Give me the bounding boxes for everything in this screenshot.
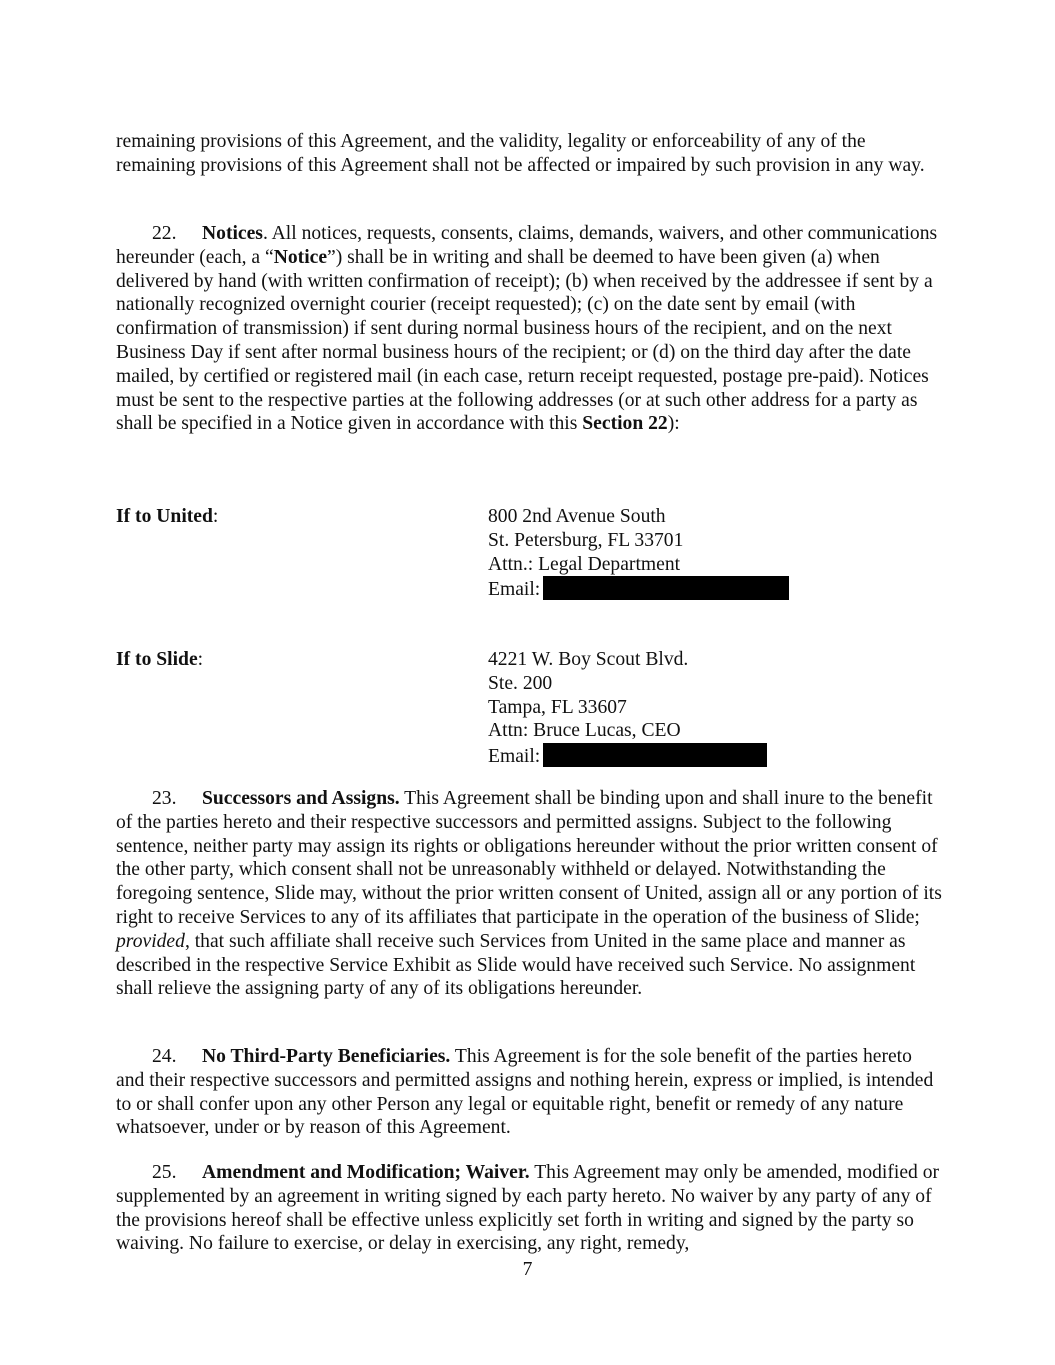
address-line: Attn.: Legal Department bbox=[488, 553, 681, 575]
redacted-email bbox=[543, 743, 767, 767]
section-reference: Section 22 bbox=[582, 413, 668, 435]
slide-address-block bbox=[488, 648, 767, 767]
section-heading: Successors and Assigns. bbox=[202, 788, 400, 809]
section-24-third-party: 24. No Third-Party Beneficiaries. This Agreement is for the sole benefit of the parties hereto and their respective successors and permitted assigns and nothing herein, express or implied, is intended to or shall confer upon any other Person any legal or equitable right, benefit or remedy of any nature whatsoever, under or by reason of this Agreement. bbox=[116, 1046, 934, 1139]
address-line: Ste. 200 bbox=[488, 672, 553, 694]
section-heading: Notices bbox=[202, 223, 263, 244]
address-line: Tampa, FL 33607 bbox=[488, 696, 627, 718]
address-line: Attn: Bruce Lucas, CEO bbox=[488, 720, 681, 742]
page-number: 7 bbox=[522, 1259, 533, 1280]
section-number: 22. bbox=[152, 223, 177, 244]
continuation-paragraph: remaining provisions of this Agreement, and the validity, legality or enforceability of any of the remaining provisions of this Agreement shall not be affected or impaired by such provision in any way. bbox=[116, 131, 925, 176]
section-23-successors: 23. Successors and Assigns. This Agreement shall be binding upon and shall inure to the benefit of the parties hereto and their respective successors and permitted assigns. Subject to the following sentence, neither party may assign its rights or obligations hereunder without the prior written consent of the other party, which consent shall not be unreasonably withheld or delayed. Notwithstanding the foregoing sentence, Slide may, without the prior written consent of United, assign all or any portion of its right to receive Services to any of its affiliates that participate in the operation of the business of Slide; provided, that such affiliate shall receive such Services from United in the same place and manner as described in the respective Service Exhibit as Slide would have received such Service. No assignment shall relieve the assigning party of any of its obligations hereunder. bbox=[116, 788, 942, 1000]
defined-term: Notice bbox=[273, 246, 328, 268]
email-line: Email: bbox=[488, 743, 767, 767]
section-number: 24. bbox=[152, 1046, 177, 1067]
united-address-block bbox=[488, 505, 789, 600]
section-22-notices: 22. Notices. All notices, requests, consents, claims, demands, waivers, and other communications hereunder (each, a “Notice”) shall be in writing and shall be deemed to have been given (a) when delivered by hand (with written confirmation of receipt); (b) when received by the addressee if sent by a nationally recognized overnight courier (receipt requested); (c) on the date sent by email (with confirmation of transmission) if sent during normal business hours of the recipient, and on the next Business Day if sent after normal business hours of the recipient; or (d) on the third day after the date mailed, by certified or registered mail (in each case, return receipt requested, postage pre-paid). Notices must be sent to the respective parties at the following addresses (or at such other address for a party as shall be specified in a Notice given in accordance with this Section 22): bbox=[116, 223, 938, 435]
redacted-email bbox=[543, 576, 789, 600]
section-number: 23. bbox=[152, 788, 177, 809]
address-line: 800 2nd Avenue South bbox=[488, 506, 666, 527]
address-line: 4221 W. Boy Scout Blvd. bbox=[488, 649, 689, 670]
italic-term: provided bbox=[116, 930, 185, 952]
section-25-amendment: 25. Amendment and Modification; Waiver. This Agreement may only be amended, modified or supplemented by an agreement in writing signed by each party hereto. No waiver by any party of any of the provisions hereof shall be effective unless explicitly set forth in writing and signed by the party so waiving. No failure to exercise, or delay in exercising, any right, remedy, bbox=[116, 1162, 940, 1255]
email-line: Email: bbox=[488, 576, 789, 600]
section-number: 25. bbox=[152, 1162, 177, 1183]
section-heading: No Third-Party Beneficiaries. bbox=[202, 1046, 451, 1067]
slide-address-label: If to Slide: bbox=[116, 649, 204, 670]
united-address-label: If to United: bbox=[116, 506, 219, 527]
address-line: St. Petersburg, FL 33701 bbox=[488, 529, 684, 551]
section-heading: Amendment and Modification; Waiver. bbox=[202, 1162, 530, 1183]
